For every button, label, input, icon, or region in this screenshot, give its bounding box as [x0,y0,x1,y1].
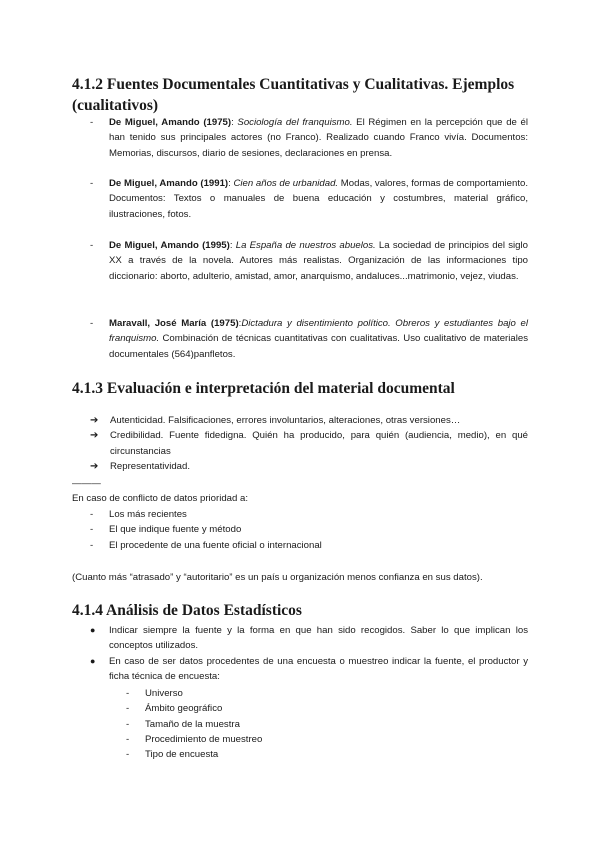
reference-author: De Miguel, Amando (1995) [109,240,230,251]
list-item [90,654,528,685]
list-item [126,747,426,762]
dash-marker: - [126,718,130,730]
statistics-bullet-list [90,623,528,684]
reference-author: De Miguel, Amando (1975) [109,117,232,128]
reference-separator: : [228,178,234,189]
reference-description: El Régimen en la percepción que de él han tenido sus principales actores (no Franco). Realizado cuando Franco vivía. Documentos: Memorias, discursos, diario de sesiones, declaraciones en prensa. [109,117,529,159]
reference-entry [90,115,528,161]
list-item-text: Ámbito geográfico [145,703,223,715]
list-item-text: Procedimiento de muestreo [145,733,263,745]
list-item-text: Tamaño de la muestra [145,718,240,730]
list-item [126,686,426,701]
conflict-intro: En caso de conflicto de datos prioridad a: [72,493,248,504]
confidence-note: (Cuanto más “atrasado” y “autoritario” es un país u organización menos confianza en sus datos). [72,572,483,583]
bullet-icon: ● [90,625,96,635]
reference-entry [90,316,528,362]
list-item [90,413,528,428]
reference-title: Sociología del franquismo. [237,117,353,128]
list-item-text: El procedente de una fuente oficial o internacional [109,539,322,551]
list-item-text: Autenticidad. Falsificaciones, errores involuntarios, alteraciones, otras versiones… [110,415,461,426]
dash-marker: - [90,509,94,520]
list-item-text: Representatividad. [110,460,190,472]
list-item [90,459,528,474]
dash-marker: - [126,688,130,699]
reference-separator: : [231,117,238,128]
survey-specs-list [126,686,426,762]
list-item [90,623,528,654]
list-item [126,701,426,716]
dash-marker: - [126,733,130,745]
reference-title: Cien años de urbanidad. [233,178,339,189]
arrow-icon: ➔ [90,415,99,426]
reference-entry [90,238,528,284]
list-item [126,732,426,747]
list-item-text: Indicar siempre la fuente y la forma en que han sido recogidos. Saber lo que implican los conceptos utilizados. [109,625,528,652]
list-item-text: Universo [145,688,183,699]
dash-marker: - [90,240,94,251]
list-item [126,717,426,732]
list-item [90,428,528,459]
reference-description: Modas, valores, formas de comportamiento. Documentos: Textos o manuales de buena educación y costumbres, material gráfico, ilustraciones, fotos. [109,178,529,220]
evaluation-criteria-list [90,413,528,474]
reference-separator: : [238,318,242,329]
section-heading-4-1-2: 4.1.2 Fuentes Documentales Cuantitativas y Cualitativas. Ejemplos (cualitativos) [72,76,515,114]
list-item-text: Los más recientes [109,509,187,520]
dash-marker: - [126,749,130,761]
list-item-text: En caso de ser datos procedentes de una encuesta o muestreo indicar la fuente, el productor y ficha técnica de encuesta: [109,655,528,682]
section-heading-4-1-4: 4.1.4 Análisis de Datos Estadísticos [72,602,302,619]
reference-entry [90,176,528,222]
section-heading-4-1-3: 4.1.3 Evaluación e interpretación del material documental [72,380,455,397]
list-item [90,538,520,553]
dash-marker: - [90,178,94,189]
reference-title: Dictadura y disentimiento político. Obreros y estudiantes bajo el franquismo. [109,318,528,345]
dash-marker: - [90,318,94,329]
arrow-icon: ➔ [90,460,99,472]
list-item [90,522,520,537]
dash-marker: - [90,524,94,536]
list-item-text: Credibilidad. Fuente fidedigna. Quién ha producido, para quién (audiencia, medio), en qué circunstancias [110,430,528,457]
list-item-text: El que indique fuente y método [109,524,242,536]
reference-author: Maravall, José María (1975) [109,318,239,329]
dash-marker: - [90,539,94,551]
separator-line: ——— [72,478,101,489]
arrow-icon: ➔ [90,430,99,442]
bullet-icon: ● [90,655,96,666]
reference-separator: : [229,240,236,251]
dash-marker: - [126,703,130,715]
list-item-text: Tipo de encuesta [145,749,219,761]
reference-description: La sociedad de principios del siglo XX a través de la novela. Autores más realistas. Organización de las informaciones tipo diccionario: aborto, adulterio, amistad, amor, anarquismo, andaluces...matrimonio, vejez, viudas. [109,240,528,282]
reference-title: La España de nuestros abuelos. [235,240,376,251]
reference-author: De Miguel, Amando (1991) [109,178,229,189]
conflict-priority-list [90,507,520,553]
list-item [90,507,520,522]
reference-description: Combinación de técnicas cuantitativas con cualitativas. Uso cualitativo de materiales documentales (564)panfletos. [109,333,528,360]
dash-marker: - [90,117,94,128]
